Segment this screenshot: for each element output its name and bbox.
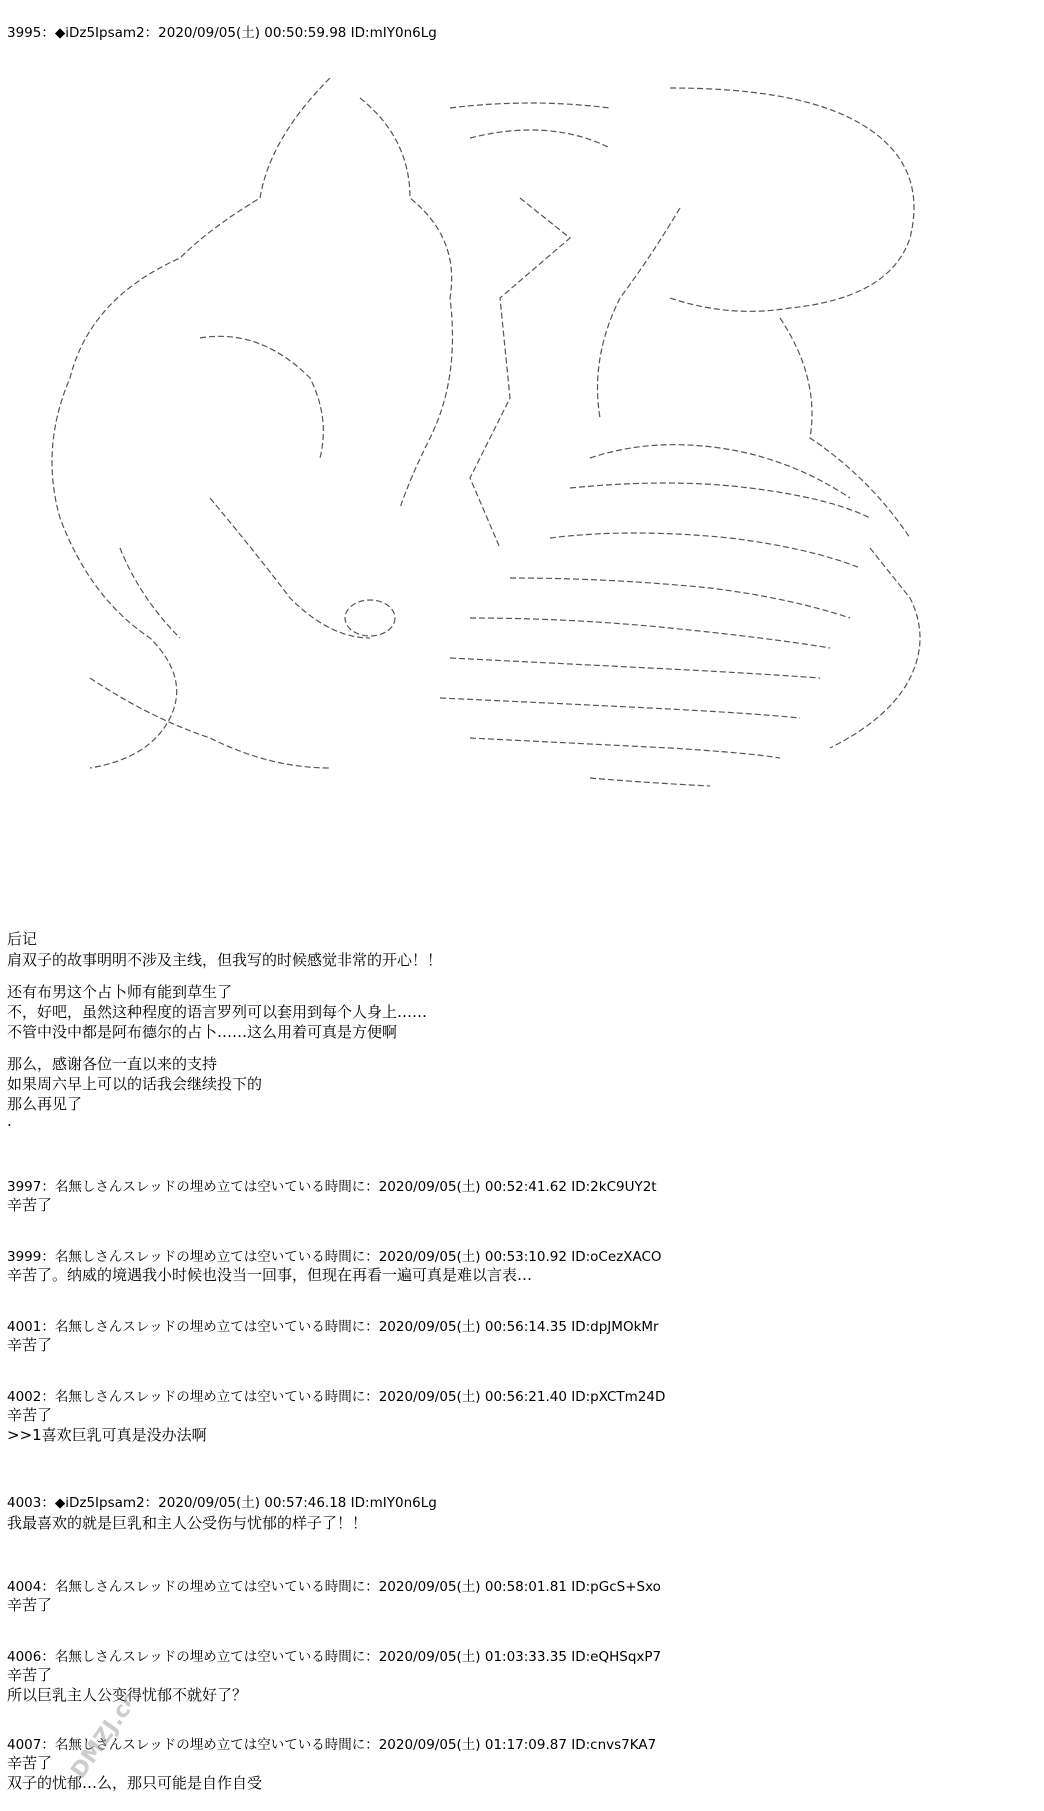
post-header: 4001：名無しさんスレッドの埋め立ては空いている時間に：2020/09/05(土) 00:56:14.35 ID:dpJMOkMr	[7, 1319, 659, 1335]
post-body-line: 辛苦了	[7, 1336, 53, 1354]
post-body-line: 那么，感谢各位一直以来的支持	[7, 1055, 218, 1073]
post-body-line: 辛苦了。纳威的境遇我小时候也没当一回事，但现在再看一遍可真是难以言表…	[7, 1266, 533, 1284]
post-body-line: 辛苦了	[7, 1406, 53, 1424]
post-header: 3995：◆iDz5Ipsam2：2020/09/05(土) 00:50:59.98 ID:mIY0n6Lg	[7, 25, 437, 41]
post-body-line: 后记	[7, 930, 38, 948]
post-body-line: 还有布男这个占卜师有能到草生了	[7, 983, 233, 1001]
post-header: 4003：◆iDz5Ipsam2：2020/09/05(土) 00:57:46.18 ID:mIY0n6Lg	[7, 1495, 437, 1511]
post-body-line: 辛苦了	[7, 1666, 53, 1684]
post-body-line: 我最喜欢的就是巨乳和主人公受伤与忧郁的样子了！！	[7, 1514, 368, 1532]
post-body-line: 不，好吧，虽然这种程度的语言罗列可以套用到每个人身上……	[7, 1003, 428, 1021]
svg-text:DMZJ.com: DMZJ.com	[66, 1667, 130, 1784]
post-header: 4002：名無しさんスレッドの埋め立ては空いている時間に：2020/09/05(土) 00:56:21.40 ID:pXCTm24D	[7, 1389, 666, 1405]
post-body-line: 所以巨乳主人公变得忧郁不就好了？	[7, 1686, 248, 1704]
post-body-line: .	[7, 1112, 12, 1130]
post-body-line: 肩双子的故事明明不涉及主线，但我写的时候感觉非常的开心！！	[7, 951, 443, 969]
post-body-line: 辛苦了	[7, 1754, 53, 1772]
ascii-art-illustration	[30, 78, 1010, 898]
post-header: 4006：名無しさんスレッドの埋め立ては空いている時間に：2020/09/05(土) 01:03:33.35 ID:eQHSqxP7	[7, 1649, 662, 1665]
ascii-art-sketch	[30, 78, 1010, 898]
post-body-line: 辛苦了	[7, 1196, 53, 1214]
post-body-line: 那么再见了	[7, 1095, 83, 1113]
post-header: 3999：名無しさんスレッドの埋め立ては空いている時間に：2020/09/05(土) 00:53:10.92 ID:oCezXACO	[7, 1249, 662, 1265]
post-body-line: 双子的忧郁…么，那只可能是自作自受	[7, 1774, 263, 1792]
post-header: 3997：名無しさんスレッドの埋め立ては空いている時間に：2020/09/05(土) 00:52:41.62 ID:2kC9UY2t	[7, 1179, 657, 1195]
post-body-line: 不管中没中都是阿布德尔的占卜……这么用着可真是方便啊	[7, 1023, 398, 1041]
post-header: 4004：名無しさんスレッドの埋め立ては空いている時間に：2020/09/05(土) 00:58:01.81 ID:pGcS+Sxo	[7, 1579, 661, 1595]
post-body-line: 如果周六早上可以的话我会继续投下的	[7, 1075, 263, 1093]
post-body-line: >>1喜欢巨乳可真是没办法啊	[7, 1426, 207, 1444]
post-header: 4007：名無しさんスレッドの埋め立ては空いている時間に：2020/09/05(土) 01:17:09.87 ID:cnvs7KA7	[7, 1737, 657, 1753]
post-body-line: 辛苦了	[7, 1596, 53, 1614]
watermark-logo	[20, 1640, 130, 1800]
